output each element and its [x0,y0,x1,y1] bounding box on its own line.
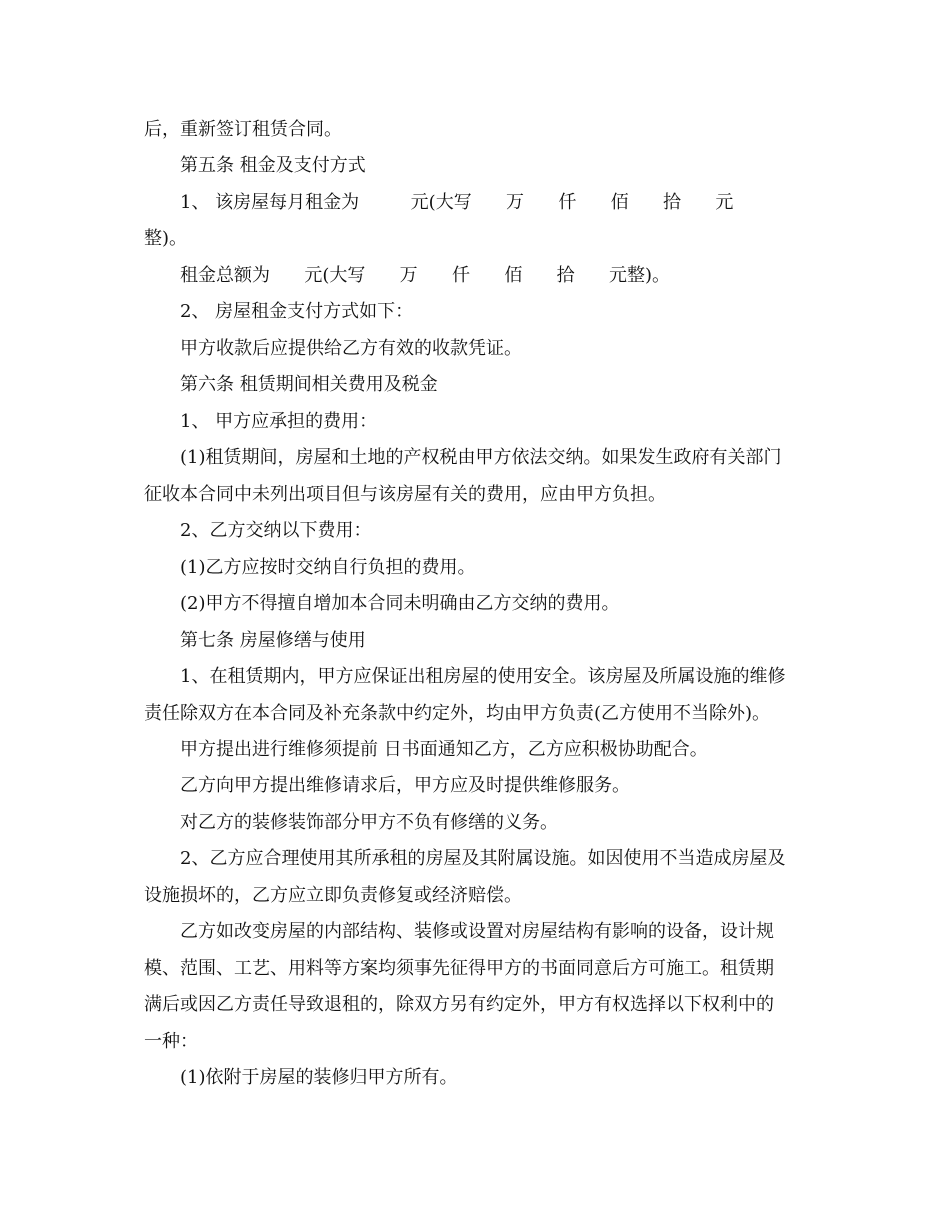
text-line: 满后或因乙方责任导致退租的，除双方另有约定外，甲方有权选择以下权利中的 [144,994,774,1015]
text-line: 1、 该房屋每月租金为 元(大写 万 仟 佰 拾 元 [180,192,734,213]
text-line: 乙方向甲方提出维修请求后，甲方应及时提供维修服务。 [180,775,630,796]
text-line: 甲方提出进行维修须提前 日书面通知乙方，乙方应积极协助配合。 [180,739,708,760]
text-line: 责任除双方在本合同及补充条款中约定外，均由甲方负责(乙方使用不当除外)。 [144,703,771,724]
article-heading: 第七条 房屋修缮与使用 [180,630,366,651]
text-line: 乙方如改变房屋的内部结构、装修或设置对房屋结构有影响的设备，设计规 [180,921,774,942]
text-line: 模、范围、工艺、用料等方案均须事先征得甲方的书面同意后方可施工。租赁期 [144,958,774,979]
text-line: 租金总额为 元(大写 万 仟 佰 拾 元整)。 [180,265,671,286]
text-line: 2、乙方交纳以下费用： [180,520,372,541]
text-line: 2、乙方应合理使用其所承租的房屋及其附属设施。如因使用不当造成房屋及 [180,848,786,869]
text-line: 后，重新签订租赁合同。 [144,119,342,140]
text-line: 对乙方的装修装饰部分甲方不负有修缮的义务。 [180,812,558,833]
article-heading: 第六条 租赁期间相关费用及税金 [180,374,438,395]
text-line: (2)甲方不得擅自增加本合同未明确由乙方交纳的费用。 [180,593,620,614]
text-line: (1)乙方应按时交纳自行负担的费用。 [180,557,476,578]
text-line: 征收本合同中未列出项目但与该房屋有关的费用，应由甲方负担。 [144,484,666,505]
text-line: 整)。 [144,228,188,249]
text-line: (1)租赁期间，房屋和土地的产权税由甲方依法交纳。如果发生政府有关部门 [180,447,782,468]
text-line: (1)依附于房屋的装修归甲方所有。 [180,1067,458,1088]
text-line: 1、在租赁期内，甲方应保证出租房屋的使用安全。该房屋及所属设施的维修 [180,666,786,687]
text-line: 一种： [144,1031,198,1052]
text-line: 2、 房屋租金支付方式如下： [180,301,414,322]
text-line: 设施损坏的，乙方应立即负责修复或经济赔偿。 [144,885,522,906]
text-line: 甲方收款后应提供给乙方有效的收款凭证。 [180,338,522,359]
text-line: 1、 甲方应承担的费用： [180,411,378,432]
article-heading: 第五条 租金及支付方式 [180,155,366,176]
